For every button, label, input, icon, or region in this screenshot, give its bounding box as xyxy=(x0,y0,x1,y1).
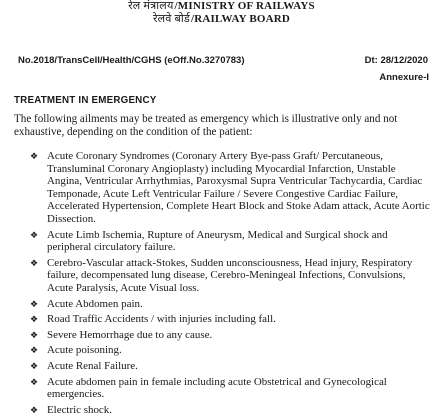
ailment-text: Road Traffic Accidents / with injuries including fall. xyxy=(47,313,276,326)
ailment-text: Acute poisoning. xyxy=(47,344,122,357)
diamond-bullet-icon: ❖ xyxy=(30,298,39,309)
list-item xyxy=(30,313,430,326)
ailment-text: Cerebro-Vascular attack-Stokes, Sudden unconsciousness, Head injury, Respiratory failure, decompensated lung disease, Cerebro-Meningeal Infections, Convulsions, Acute Paralysis, Acute Visual loss. xyxy=(47,256,413,294)
list-item xyxy=(30,329,430,342)
intro-paragraph: The following ailments may be treated as emergency which is illustrative only and not exhaustive, depending on the condition of the patient: xyxy=(14,113,398,138)
ailment-text: Acute Renal Failure. xyxy=(47,359,138,372)
letterhead xyxy=(0,0,443,26)
diamond-bullet-icon: ❖ xyxy=(30,345,39,356)
list-item xyxy=(30,344,430,357)
ministry-hindi: रेल मंत्रालय xyxy=(128,0,174,12)
annexure-label: Annexure-I xyxy=(379,72,429,83)
reference-row xyxy=(18,55,428,66)
ailment-text: Severe Hemorrhage due to any cause. xyxy=(47,328,213,341)
diamond-bullet-icon: ❖ xyxy=(30,314,39,325)
ailment-text: Acute Coronary Syndromes (Coronary Artery Bye-pass Graft/ Percutaneous, Transluminal Coronary Angioplasty) including Myocardial Infarction, Unstable Angina, Ventricular Arrhythmias, Paroxysmal Supra Ventricular Tachycardia, Cardiac Temponade, Acute Left Ventricular Failure / Severe Congestive Cardiac Failure, Accelerated Hypertension, Complete Heart Block and Stoke Adam attack, Acute Aortic Dissection. xyxy=(47,150,430,225)
diamond-bullet-icon: ❖ xyxy=(30,376,39,387)
ailment-text: Acute Abdomen pain. xyxy=(47,297,143,310)
list-item xyxy=(30,404,430,417)
ailment-list xyxy=(30,150,430,419)
list-item xyxy=(30,376,430,401)
diamond-bullet-icon: ❖ xyxy=(30,404,39,415)
board-english: /RAILWAY BOARD xyxy=(190,13,291,25)
list-item xyxy=(30,360,430,373)
diamond-bullet-icon: ❖ xyxy=(30,329,39,340)
reference-date: Dt: 28/12/2020 xyxy=(364,55,428,66)
board-line xyxy=(0,13,443,26)
diamond-bullet-icon: ❖ xyxy=(30,229,39,240)
list-item xyxy=(30,257,430,295)
ministry-line xyxy=(0,0,443,13)
ailment-text: Electric shock. xyxy=(47,403,112,416)
diamond-bullet-icon: ❖ xyxy=(30,257,39,268)
section-title: TREATMENT IN EMERGENCY xyxy=(14,95,157,106)
board-hindi: रेलवे बोर्ड xyxy=(152,13,190,25)
ailment-text: Acute Limb Ischemia, Rupture of Aneurysm, Medical and Surgical shock and peripheral circulatory failure. xyxy=(47,228,388,254)
ministry-english: /MINISTRY OF RAILWAYS xyxy=(174,0,315,12)
list-item xyxy=(30,150,430,226)
diamond-bullet-icon: ❖ xyxy=(30,151,39,161)
list-item xyxy=(30,229,430,254)
ailment-text: Acute abdomen pain in female including acute Obstetrical and Gynecological emergencies. xyxy=(47,375,387,401)
diamond-bullet-icon: ❖ xyxy=(30,360,39,371)
reference-number: No.2018/TransCell/Health/CGHS (eOff.No.3270783) xyxy=(18,55,245,66)
list-item xyxy=(30,298,430,311)
